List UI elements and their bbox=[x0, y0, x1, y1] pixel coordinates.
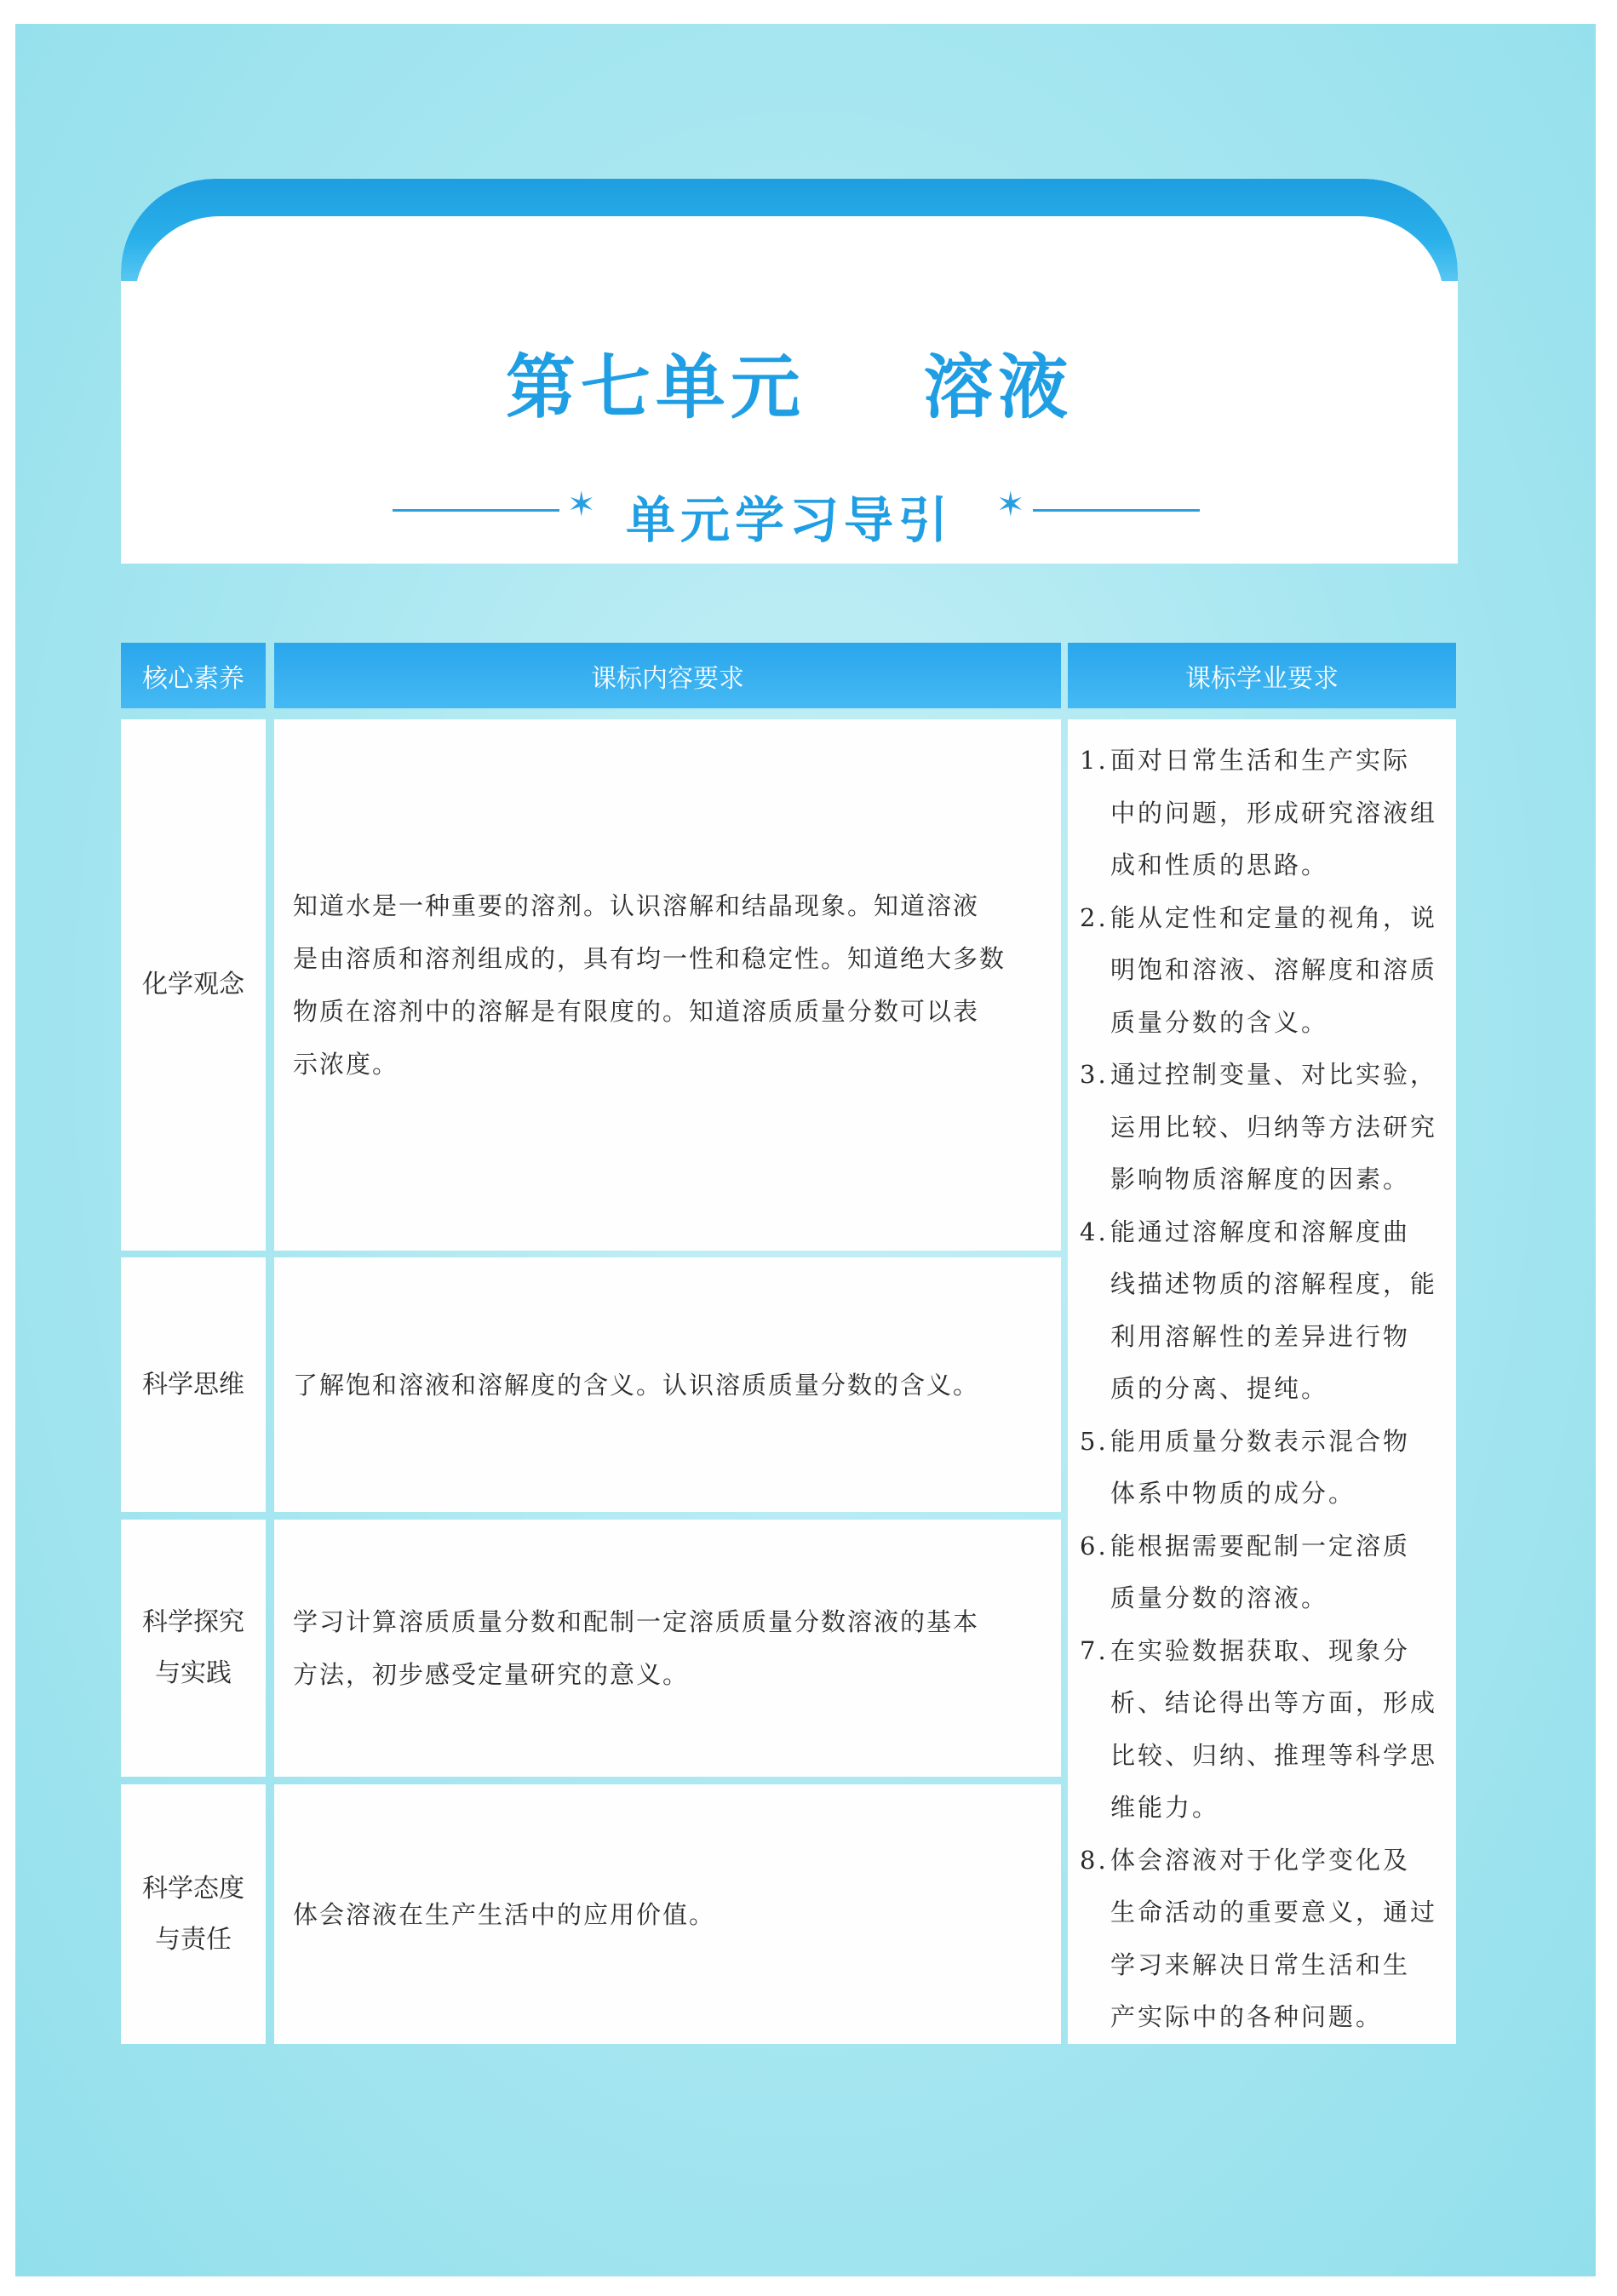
requirement-number: 2. bbox=[1080, 902, 1109, 932]
requirement-number: 3. bbox=[1080, 1060, 1109, 1089]
requirement-line: 体会溶液对于化学变化及 bbox=[1110, 1845, 1411, 1875]
requirement-line: 比较、归纳、推理等科学思 bbox=[1110, 1740, 1438, 1770]
header-content-requirements: 课标内容要求 bbox=[274, 643, 1061, 708]
requirement-line: 学习来解决日常生活和生 bbox=[1110, 1950, 1411, 1979]
row-label-line: 科学态度 bbox=[142, 1873, 244, 1904]
requirement-line: 通过控制变量、对比实验， bbox=[1110, 1060, 1438, 1089]
requirement-number: 7. bbox=[1080, 1635, 1109, 1665]
requirement-line: 析、结论得出等方面，形成 bbox=[1110, 1688, 1438, 1717]
row-content bbox=[274, 719, 1061, 1251]
requirement-line: 能通过溶解度和溶解度曲 bbox=[1110, 1217, 1411, 1246]
requirement-line: 运用比较、归纳等方法研究 bbox=[1110, 1112, 1438, 1142]
academic-requirements-list bbox=[1068, 719, 1456, 2044]
requirement-item bbox=[1080, 735, 1449, 892]
content-line: 体会溶液在生产生活中的应用价值。 bbox=[293, 1899, 716, 1929]
content-line: 了解饱和溶液和溶解度的含义。认识溶质质量分数的含义。 bbox=[293, 1370, 980, 1400]
content-line: 学习计算溶质质量分数和配制一定溶质质量分数溶液的基本 bbox=[293, 1607, 980, 1636]
requirement-number: 6. bbox=[1080, 1531, 1109, 1560]
requirement-line: 质量分数的含义。 bbox=[1110, 1007, 1329, 1037]
requirement-number: 8. bbox=[1080, 1845, 1109, 1875]
requirement-item bbox=[1080, 1206, 1449, 1416]
requirement-line: 中的问题，形成研究溶液组 bbox=[1110, 798, 1438, 827]
unit-header-card bbox=[121, 179, 1458, 564]
unit-title: 第七单元 溶液 bbox=[505, 346, 1074, 428]
guide-title: 单元学习导引 bbox=[625, 491, 953, 549]
row-label bbox=[121, 1520, 266, 1777]
content-line: 知道水是一种重要的溶剂。认识溶解和结晶现象。知道溶液 bbox=[293, 891, 980, 920]
row-content bbox=[274, 1520, 1061, 1777]
row-label-line: 与责任 bbox=[155, 1924, 232, 1955]
requirement-item bbox=[1080, 1835, 1449, 2044]
requirement-item bbox=[1080, 892, 1449, 1050]
content-line: 物质在溶剂中的溶解是有限度的。知道溶质质量分数可以表 bbox=[293, 997, 980, 1026]
requirement-line: 体系中物质的成分。 bbox=[1110, 1479, 1356, 1508]
row-label bbox=[121, 1257, 266, 1512]
requirement-line: 维能力。 bbox=[1110, 1793, 1220, 1822]
requirement-item bbox=[1080, 1520, 1449, 1625]
requirement-line: 面对日常生活和生产实际 bbox=[1110, 746, 1411, 775]
row-content bbox=[274, 1257, 1061, 1512]
requirement-line: 质量分数的溶液。 bbox=[1110, 1583, 1329, 1612]
guide-title-row bbox=[135, 480, 1444, 549]
requirement-line: 能用质量分数表示混合物 bbox=[1110, 1426, 1411, 1456]
header-core-literacy: 核心素养 bbox=[121, 643, 266, 708]
guide-line-right bbox=[1033, 509, 1200, 512]
star-icon-left: ✶ bbox=[567, 485, 596, 524]
row-label bbox=[121, 719, 266, 1251]
requirement-item bbox=[1080, 1416, 1449, 1520]
requirement-line: 明饱和溶液、溶解度和溶质 bbox=[1110, 955, 1438, 984]
requirement-line: 产实际中的各种问题。 bbox=[1110, 2002, 1384, 2031]
requirement-line: 成和性质的思路。 bbox=[1110, 850, 1329, 879]
requirement-line: 线描述物质的溶解程度，能 bbox=[1110, 1269, 1438, 1298]
header-academic-requirements: 课标学业要求 bbox=[1068, 643, 1456, 708]
header-inner bbox=[135, 216, 1444, 564]
row-label-line: 与实践 bbox=[155, 1658, 232, 1688]
requirement-item bbox=[1080, 1625, 1449, 1835]
content-line: 示浓度。 bbox=[293, 1050, 399, 1079]
row-label-line: 科学思维 bbox=[142, 1369, 244, 1400]
requirement-line: 质的分离、提纯。 bbox=[1110, 1374, 1329, 1403]
row-label bbox=[121, 1784, 266, 2044]
row-content bbox=[274, 1784, 1061, 2044]
requirement-line: 在实验数据获取、现象分 bbox=[1110, 1635, 1411, 1665]
row-label-line: 科学探究 bbox=[142, 1607, 244, 1637]
requirement-line: 影响物质溶解度的因素。 bbox=[1110, 1165, 1411, 1194]
requirement-line: 生命活动的重要意义，通过 bbox=[1110, 1898, 1438, 1927]
star-icon-right: ✶ bbox=[996, 485, 1025, 524]
requirement-item bbox=[1080, 1049, 1449, 1206]
requirement-number: 1. bbox=[1080, 746, 1109, 775]
content-line: 是由溶质和溶剂组成的，具有均一性和稳定性。知道绝大多数 bbox=[293, 944, 1006, 973]
requirement-number: 5. bbox=[1080, 1426, 1109, 1456]
requirement-line: 利用溶解性的差异进行物 bbox=[1110, 1321, 1411, 1351]
content-line: 方法，初步感受定量研究的意义。 bbox=[293, 1660, 690, 1689]
requirement-number: 4. bbox=[1080, 1217, 1109, 1246]
requirement-line: 能从定性和定量的视角，说 bbox=[1110, 902, 1438, 932]
row-label-line: 化学观念 bbox=[142, 970, 244, 999]
requirement-line: 能根据需要配制一定溶质 bbox=[1110, 1531, 1411, 1560]
